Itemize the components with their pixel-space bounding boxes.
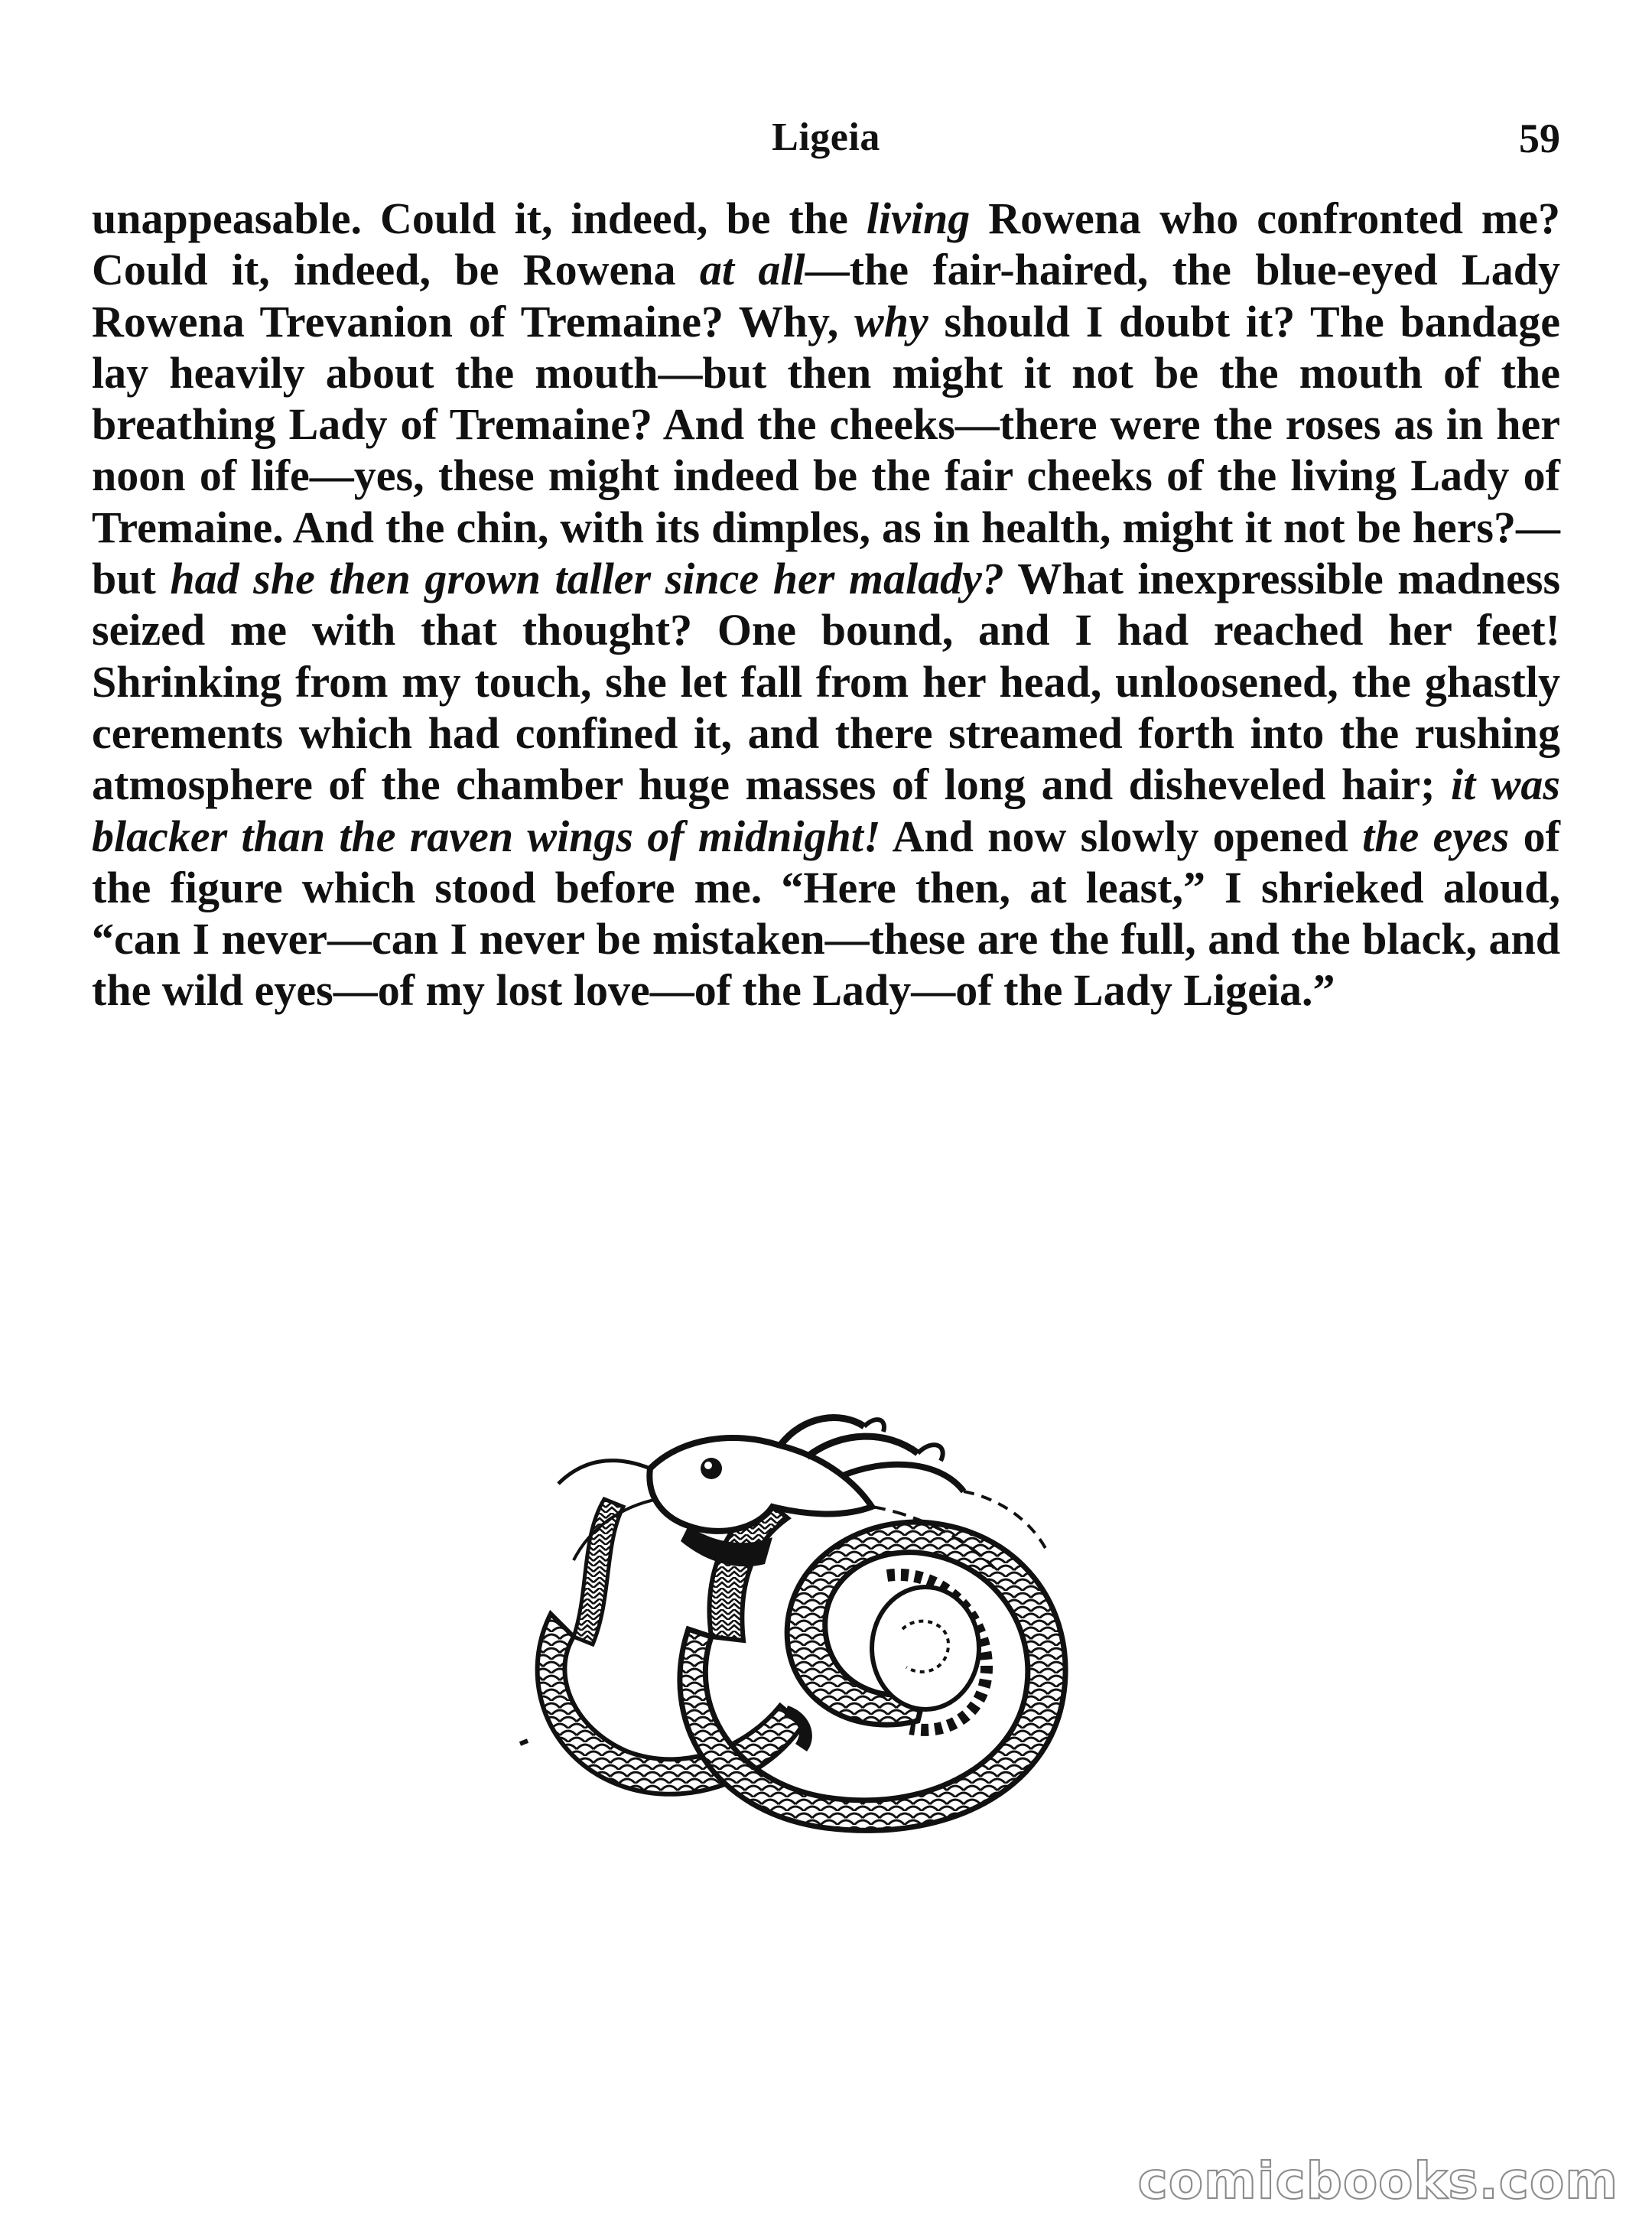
- coiled-dragon-icon: [459, 1384, 1193, 1836]
- running-title: Ligeia: [772, 115, 880, 159]
- italic-run: at all: [699, 245, 805, 295]
- paragraph: [92, 193, 1560, 1016]
- text-run: unappeasable. Could it, indeed, be the: [92, 194, 867, 243]
- italic-run: why: [854, 296, 928, 346]
- italic-run: the eyes: [1362, 811, 1510, 861]
- text-run: —the fair-haired, the blue-eyed Lady Rowena Trevanion of Tremaine? Why,: [92, 245, 1561, 346]
- text-run: of the figure which stood before me. “Here then, at least,” I shrieked aloud, “can I never—can I never be mistaken—these are the full, and the black, and the wild eyes—of my lost love—of the Lady—of the Lady Ligeia.”: [92, 811, 1560, 1016]
- text-run: What inexpressible madness seized me with that thought? One bound, and I had reached her feet! Shrinking from my touch, she let fall from her head, unloosened, the ghastly cerements which had confined it, and there streamed forth into the rushing atmosphere of the chamber huge masses of long and disheveled hair;: [92, 554, 1561, 810]
- page-number: 59: [1519, 115, 1560, 161]
- page-header: [92, 115, 1560, 168]
- watermark: comicbooks.com: [1137, 2151, 1618, 2210]
- body-text: [92, 193, 1560, 1016]
- text-run: should I doubt it? The bandage lay heavily about the mouth—but then might it not be the mouth of the breathing Lady of Tremaine? And the cheeks—there were the roses as in her noon of life—yes, these might indeed be the fair cheeks of the living Lady of Tremaine. And the chin, with its dimples, as in health, might it not be hers?—but: [92, 296, 1560, 604]
- italic-run: had she then grown taller since her malady?: [170, 554, 1004, 604]
- text-run: Rowena who confronted me? Could it, indeed, be Rowena: [92, 194, 1560, 295]
- italic-run: living: [866, 194, 971, 243]
- text-run: And now slowly opened: [880, 811, 1363, 861]
- italic-run: it was blacker than the raven wings of midnight!: [92, 759, 1560, 861]
